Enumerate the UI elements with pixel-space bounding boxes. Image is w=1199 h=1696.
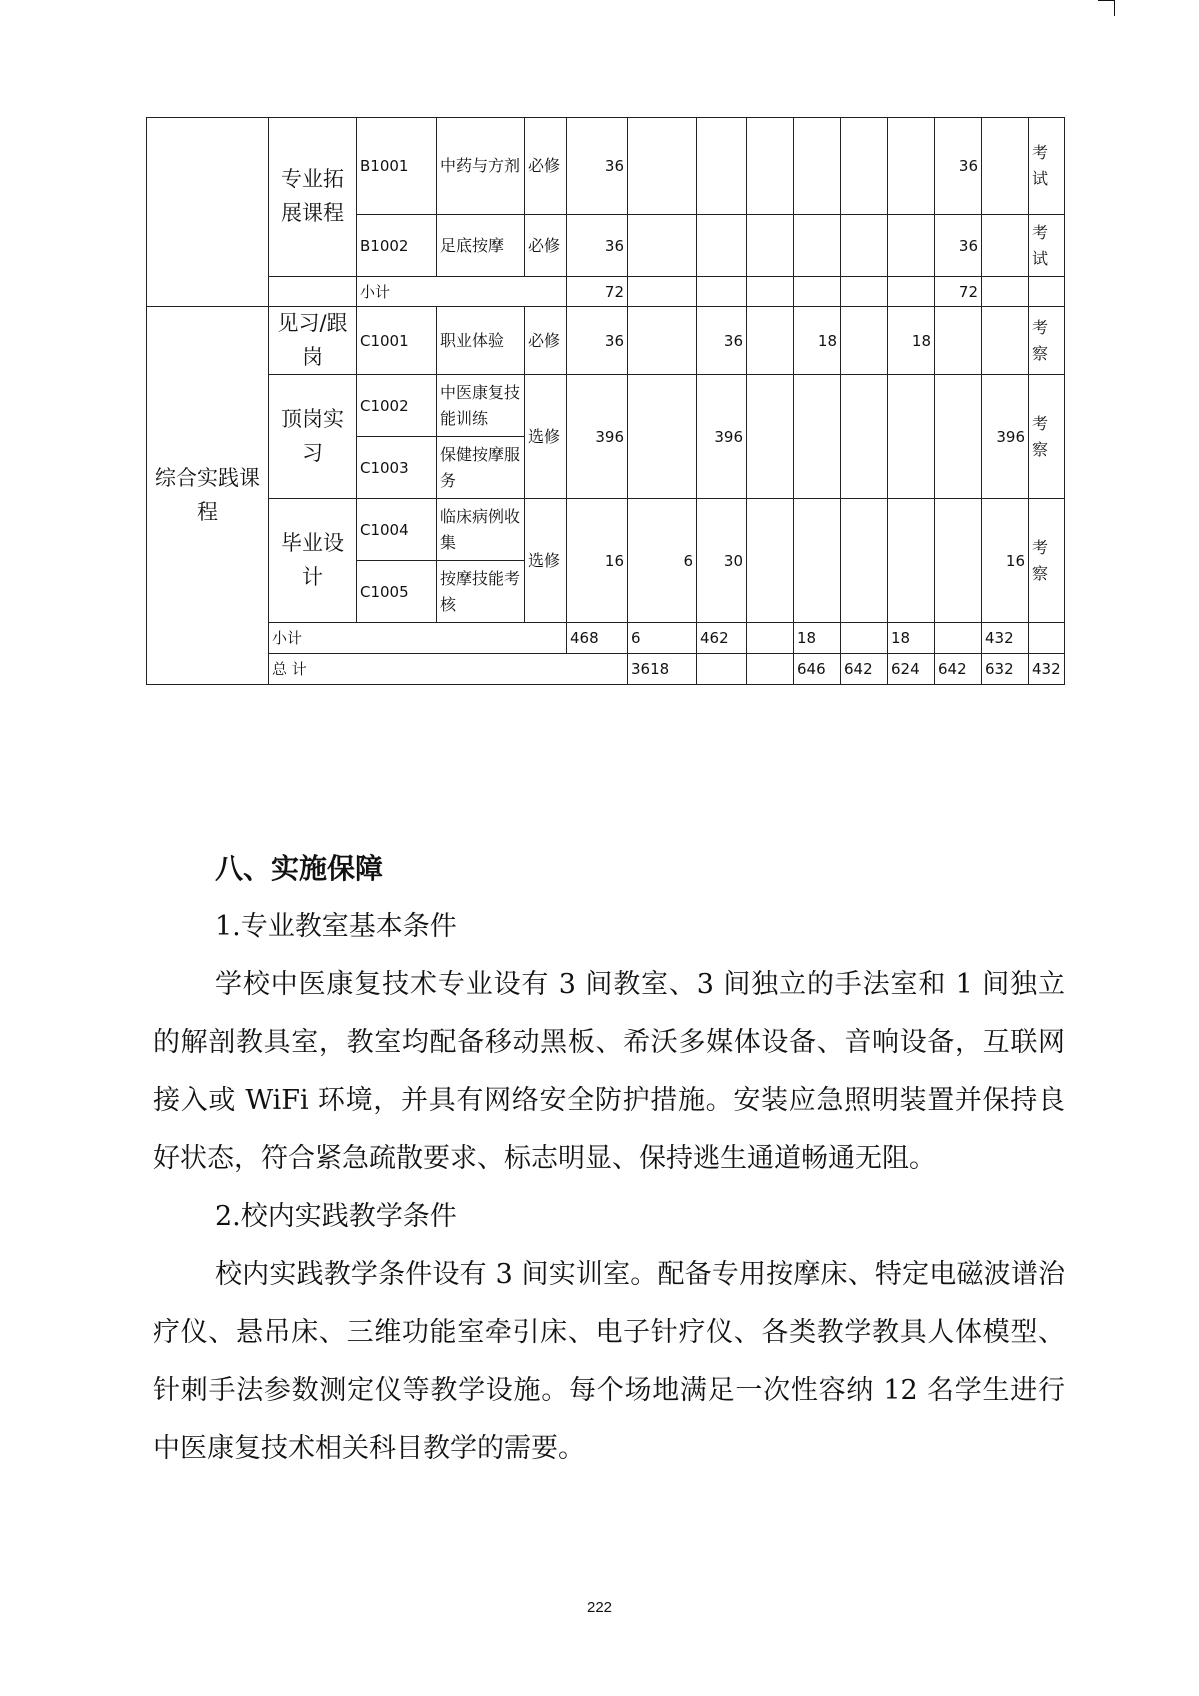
section-heading: 八、实施保障 — [215, 852, 384, 885]
practice-hours: 462 — [697, 623, 747, 654]
group-cell: 专业拓展课程 — [269, 118, 357, 277]
course-type: 必修 — [525, 215, 567, 277]
subsection-heading: 1.专业教室基本条件 — [215, 911, 457, 942]
practice-hours: 36 — [697, 307, 747, 375]
empty-group-cell — [147, 118, 269, 307]
table-row — [147, 499, 1065, 561]
course-code: B1001 — [357, 118, 437, 215]
semester-4-hours: 36 — [935, 118, 982, 215]
assessment-type: 考察 — [1029, 307, 1065, 375]
subgroup-cell: 见习/跟岗 — [269, 307, 357, 375]
table-row — [147, 118, 1065, 215]
semester-4-hours: 642 — [935, 654, 982, 685]
total-hours: 72 — [567, 277, 628, 307]
total-hours: 396 — [567, 375, 628, 499]
assessment-type: 考察 — [1029, 499, 1065, 623]
subtotal-row — [147, 277, 1065, 307]
semester-6-hours: 396 — [982, 375, 1029, 499]
semester-4-hours: 72 — [935, 277, 982, 307]
semester-1-hours: 646 — [794, 654, 841, 685]
table-row — [147, 375, 1065, 437]
page-corner-mark — [1098, 0, 1115, 16]
course-type: 选修 — [525, 499, 567, 623]
course-name: 足底按摩 — [437, 215, 525, 277]
course-code: C1002 — [357, 375, 437, 437]
grand-total-row — [147, 654, 1065, 685]
paragraph: 校内实践教学条件设有 3 间实训室。配备专用按摩床、特定电磁波谱治疗仪、悬吊床、三维功能室牵引床、电子针疗仪、各类教学教具人体模型、针刺手法参数测定仪等教学设施。每个场地满足一次性容纳 12 名学生进行中医康复技术相关科目教学的需要。 — [153, 1259, 1065, 1464]
course-code: B1002 — [357, 215, 437, 277]
assessment-type: 考察 — [1029, 375, 1065, 499]
table-row — [147, 307, 1065, 375]
total-hours: 36 — [567, 307, 628, 375]
course-code: C1004 — [357, 499, 437, 561]
course-name: 临床病例收集 — [437, 499, 525, 561]
assessment-type: 考试 — [1029, 118, 1065, 215]
subtotal-label: 小计 — [357, 277, 567, 307]
course-name: 职业体验 — [437, 307, 525, 375]
course-code: C1003 — [357, 437, 437, 499]
total-hours: 36 — [567, 215, 628, 277]
theory-hours: 6 — [628, 499, 697, 623]
course-name: 按摩技能考核 — [437, 561, 525, 623]
semester-3-hours: 624 — [888, 654, 935, 685]
practice-hours: 396 — [697, 375, 747, 499]
course-type: 选修 — [525, 375, 567, 499]
semester-6-hours: 16 — [982, 499, 1029, 623]
course-name: 中药与方剂 — [437, 118, 525, 215]
curriculum-table — [146, 117, 1065, 685]
course-name: 保健按摩服务 — [437, 437, 525, 499]
semester-2-hours: 18 — [794, 623, 841, 654]
subtotal-row — [147, 623, 1065, 654]
course-code: C1005 — [357, 561, 437, 623]
semester-2-hours: 642 — [841, 654, 888, 685]
course-code: C1001 — [357, 307, 437, 375]
assessment-type: 考试 — [1029, 215, 1065, 277]
semester-4-hours: 18 — [888, 307, 935, 375]
course-name: 中医康复技能训练 — [437, 375, 525, 437]
paragraph: 学校中医康复技术专业设有 3 间教室、3 间独立的手法室和 1 间独立的解剖教具室，教室均配备移动黑板、希沃多媒体设备、音响设备，互联网接入或 WiFi 环境，并具有网络安全防护措施。安装应急照明装置并保持良好状态，符合紧急疏散要求、标志明显、保持逃生通道畅通无阻。 — [153, 969, 1065, 1174]
semester-6-hours: 432 — [1029, 654, 1065, 685]
total-hours: 3618 — [628, 654, 697, 685]
theory-hours: 6 — [628, 623, 697, 654]
subsection-heading: 2.校内实践教学条件 — [215, 1201, 457, 1232]
subgroup-cell: 毕业设计 — [269, 499, 357, 623]
semester-2-hours: 18 — [794, 307, 841, 375]
course-type: 必修 — [525, 118, 567, 215]
group-cell: 综合实践课程 — [147, 307, 269, 685]
subtotal-label: 小计 — [269, 623, 567, 654]
course-type: 必修 — [525, 307, 567, 375]
semester-4-hours: 36 — [935, 215, 982, 277]
page-number: 222 — [586, 1599, 613, 1616]
total-hours: 36 — [567, 118, 628, 215]
semester-4-hours: 18 — [888, 623, 935, 654]
section-body — [153, 840, 1065, 1478]
semester-6-hours: 432 — [982, 623, 1029, 654]
grand-total-label: 总 计 — [269, 654, 628, 685]
total-hours: 468 — [567, 623, 628, 654]
practice-hours: 30 — [697, 499, 747, 623]
semester-5-hours: 632 — [982, 654, 1029, 685]
total-hours: 16 — [567, 499, 628, 623]
subgroup-cell: 顶岗实习 — [269, 375, 357, 499]
